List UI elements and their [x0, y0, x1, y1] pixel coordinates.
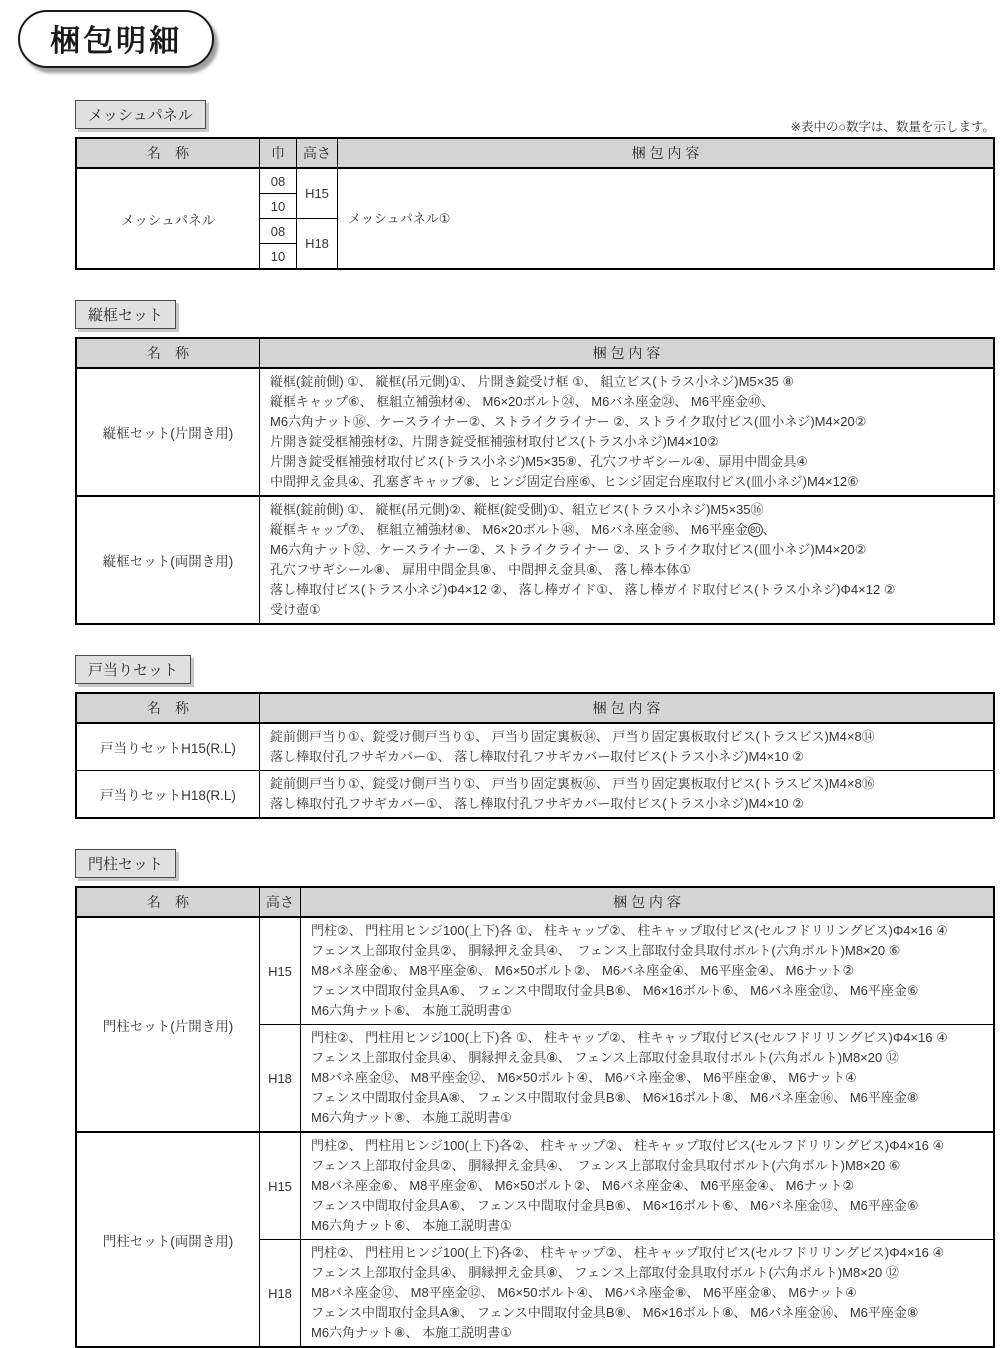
content-cell	[301, 1240, 995, 1348]
section-label-doorstop: 戸当りセット	[75, 655, 191, 684]
width-cell: 10	[260, 244, 297, 270]
content-cell	[338, 168, 995, 269]
height-cell: H18	[260, 1025, 301, 1133]
col-header-name: 名 称	[76, 693, 260, 723]
table-row	[76, 496, 994, 624]
name-cell: 縦框セット(両開き用)	[76, 496, 260, 624]
content-line: 片開き錠受框補強材取付ビス(トラス小ネジ)M5×35⑧、孔穴フサギシール④、扉用中間金具④	[270, 454, 808, 469]
content-line: M6六角ナット⑧、 本施工説明書①	[311, 1110, 512, 1125]
content-cell	[260, 771, 995, 819]
content-line: フェンス中間取付金具A⑥、 フェンス中間取付金具B⑥、 M6×16ボルト⑥、 M6バネ座金⑫、 M6平座金⑥	[311, 983, 919, 998]
content-line: フェンス上部取付金具④、 胴縁押え金具⑧、 フェンス上部取付金具取付ボルト(六角ボルト)M8×20 ⑫	[311, 1265, 899, 1280]
table-row	[76, 368, 994, 496]
table-header-row	[76, 887, 994, 917]
content-line: M6六角ナット⑧、 本施工説明書①	[311, 1325, 512, 1340]
content-cell	[301, 1025, 995, 1133]
col-header-content: 梱 包 内 容	[260, 338, 995, 368]
height-cell: H15	[260, 1132, 301, 1240]
content-line: 孔穴フサギシール⑧、 扉用中間金具⑧、 中間押え金具⑧、 落し棒本体①	[270, 562, 692, 577]
height-cell: H18	[260, 1240, 301, 1348]
content-line: 受け壺①	[270, 602, 321, 617]
content-cell	[301, 1132, 995, 1240]
content-cell	[260, 496, 995, 624]
content-line: フェンス上部取付金具④、 胴縁押え金具⑧、 フェンス上部取付金具取付ボルト(六角ボルト)M8×20 ⑫	[311, 1050, 899, 1065]
content-line: 門柱②、 門柱用ヒンジ100(上下)各 ①、 柱キャップ②、 柱キャップ取付ビス(セルフドリリングビス)Φ4×16 ④	[311, 1030, 948, 1045]
col-header-content: 梱 包 内 容	[301, 887, 995, 917]
content-line: 門柱②、 門柱用ヒンジ100(上下)各 ①、 柱キャップ②、 柱キャップ取付ビス(セルフドリリングビス)Φ4×16 ④	[311, 923, 948, 938]
name-cell: 縦框セット(片開き用)	[76, 368, 260, 496]
content-line: 縦框(錠前側) ①、 縦框(吊元側)②、縦框(錠受側)①、組立ビス(トラス小ネジ)M5×35⑯	[270, 502, 764, 517]
content-line: フェンス中間取付金具A⑥、 フェンス中間取付金具B⑥、 M6×16ボルト⑥、 M6バネ座金⑫、 M6平座金⑥	[311, 1198, 919, 1213]
content-line: 錠前側戸当り①、錠受け側戸当り①、 戸当り固定裏板⑭、 戸当り固定裏板取付ビス(トラスビス)M4×8⑭	[270, 729, 875, 744]
circled-number-note: ※表中の○数字は、数量を示します。	[790, 120, 995, 134]
content-line: フェンス上部取付金具②、 胴縁押え金具④、 フェンス上部取付金具取付ボルト(六角ボルト)M8×20 ⑥	[311, 943, 901, 958]
content-line: M8バネ座金⑥、 M8平座金⑥、 M6×50ボルト②、 M6バネ座金④、 M6平座金④、 M6ナット②	[311, 963, 855, 978]
table-header-row	[76, 693, 994, 723]
content-line: 錠前側戸当り①、錠受け側戸当り①、 戸当り固定裏板⑯、 戸当り固定裏板取付ビス(トラスビス)M4×8⑯	[270, 776, 875, 791]
content-line: 縦框(錠前側) ①、 縦框(吊元側)①、 片開き錠受け框 ①、 組立ビス(トラス小ネジ)M5×35 ⑧	[270, 374, 794, 389]
content-line: 落し棒取付孔フサギカバー①、 落し棒取付孔フサギカバー取付ビス(トラス小ネジ)M4×10 ②	[270, 749, 804, 764]
col-header-height: 高さ	[297, 138, 338, 168]
content-line: M6六角ナット㉜、ケースライナー②、ストライクライナー ②、ストライク取付ビス(皿小ネジ)M4×20②	[270, 542, 867, 557]
name-cell: 戸当りセットH18(R.L)	[76, 771, 260, 819]
content-line-text: 縦框キャップ⑦、 框組立補強材⑧、 M6×20ボルト㊽、 M6バネ座金㊽、 M6平座金	[270, 522, 748, 537]
col-header-width: 巾	[260, 138, 297, 168]
content-line: 落し棒取付ビス(トラス小ネジ)Φ4×12 ②、 落し棒ガイド①、 落し棒ガイド取付ビス(トラス小ネジ)Φ4×12 ②	[270, 582, 896, 597]
mesh-panel-table	[75, 137, 995, 270]
content-line: メッシュパネル①	[348, 210, 451, 226]
col-header-height: 高さ	[260, 887, 301, 917]
circled-quantity-80: 80	[750, 525, 761, 536]
content-line: M6六角ナット⑯、ケースライナー②、ストライクライナー ②、ストライク取付ビス(皿小ネジ)M4×20②	[270, 414, 867, 429]
content-cell	[260, 723, 995, 771]
col-header-content: 梱 包 内 容	[338, 138, 995, 168]
name-cell: 門柱セット(片開き用)	[76, 917, 260, 1132]
name-cell: 戸当りセットH15(R.L)	[76, 723, 260, 771]
content-line: フェンス上部取付金具②、 胴縁押え金具④、 フェンス上部取付金具取付ボルト(六角ボルト)M8×20 ⑥	[311, 1158, 901, 1173]
height-cell: H18	[297, 219, 338, 270]
pillar-table	[75, 886, 995, 1348]
table-row	[76, 1132, 994, 1240]
content-line: 落し棒取付孔フサギカバー①、 落し棒取付孔フサギカバー取付ビス(トラス小ネジ)M4×10 ②	[270, 796, 804, 811]
section-label-tategamachi: 縦框セット	[75, 300, 176, 329]
section-label-pillar: 門柱セット	[75, 849, 176, 878]
width-cell: 10	[260, 194, 297, 219]
name-cell: 門柱セット(両開き用)	[76, 1132, 260, 1347]
section-head-pillar	[75, 849, 995, 878]
content-line: M6六角ナット⑥、 本施工説明書①	[311, 1218, 512, 1233]
content-line: 中間押え金具④、孔塞ぎキャップ⑧、ヒンジ固定台座⑥、ヒンジ固定台座取付ビス(皿小ネジ)M4×12⑥	[270, 474, 859, 489]
table-header-row	[76, 138, 994, 168]
table-row	[76, 917, 994, 1025]
section-head-tategamachi	[75, 300, 995, 329]
content-line: フェンス中間取付金具A⑧、 フェンス中間取付金具B⑧、 M6×16ボルト⑧、 M6バネ座金⑯、 M6平座金⑧	[311, 1090, 919, 1105]
tategamachi-table	[75, 337, 995, 625]
content-cell	[301, 917, 995, 1025]
col-header-name: 名 称	[76, 887, 260, 917]
content-line: M8バネ座金⑫、 M8平座金⑫、 M6×50ボルト④、 M6バネ座金⑧、 M6平座金⑧、 M6ナット④	[311, 1285, 857, 1300]
content-line: フェンス中間取付金具A⑧、 フェンス中間取付金具B⑧、 M6×16ボルト⑧、 M6バネ座金⑯、 M6平座金⑧	[311, 1305, 919, 1320]
table-row	[76, 771, 994, 819]
name-cell: メッシュパネル	[76, 168, 260, 269]
section-head-mesh	[75, 100, 995, 134]
table-row	[76, 723, 994, 771]
table-header-row	[76, 338, 994, 368]
height-cell: H15	[260, 917, 301, 1025]
section-label-mesh: メッシュパネル	[75, 100, 206, 129]
section-head-doorstop	[75, 655, 995, 684]
col-header-content: 梱 包 内 容	[260, 693, 995, 723]
page-content	[75, 100, 995, 1348]
height-cell: H15	[297, 168, 338, 219]
content-line	[270, 520, 983, 540]
content-line: 門柱②、 門柱用ヒンジ100(上下)各②、 柱キャップ②、 柱キャップ取付ビス(セルフドリリングビス)Φ4×16 ④	[311, 1138, 945, 1153]
content-line: M8バネ座金⑫、 M8平座金⑫、 M6×50ボルト④、 M6バネ座金⑧、 M6平座金⑧、 M6ナット④	[311, 1070, 857, 1085]
content-line: 片開き錠受框補強材②、片開き錠受框補強材取付ビス(トラス小ネジ)M4×10②	[270, 434, 719, 449]
col-header-name: 名 称	[76, 138, 260, 168]
width-cell: 08	[260, 219, 297, 244]
content-line-text: 、	[762, 522, 776, 537]
table-row	[76, 168, 994, 194]
content-cell	[260, 368, 995, 496]
width-cell: 08	[260, 168, 297, 194]
col-header-name: 名 称	[76, 338, 260, 368]
content-line: 縦框キャップ⑥、 框組立補強材④、 M6×20ボルト㉔、 M6バネ座金㉔、 M6平座金㊵、	[270, 394, 774, 409]
content-line: M6六角ナット⑥、 本施工説明書①	[311, 1003, 512, 1018]
content-line: M8バネ座金⑥、 M8平座金⑥、 M6×50ボルト②、 M6バネ座金④、 M6平座金④、 M6ナット②	[311, 1178, 855, 1193]
page-title: 梱包明細	[18, 10, 214, 68]
content-line: 門柱②、 門柱用ヒンジ100(上下)各②、 柱キャップ②、 柱キャップ取付ビス(セルフドリリングビス)Φ4×16 ④	[311, 1245, 945, 1260]
doorstop-table	[75, 692, 995, 819]
